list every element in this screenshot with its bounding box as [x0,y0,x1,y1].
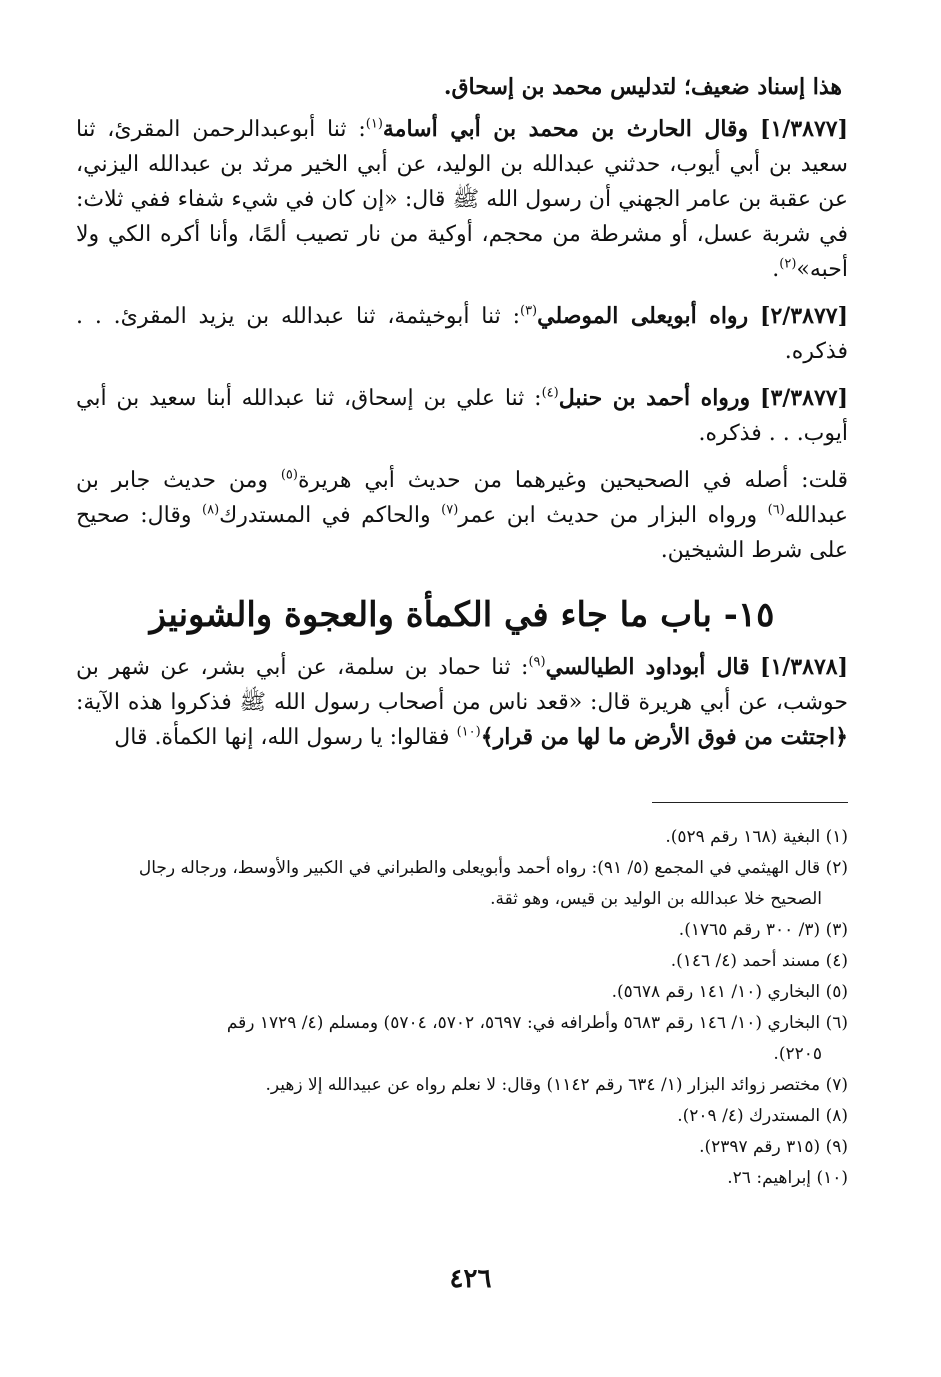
footnote [76,1163,848,1194]
footnote-text: البخاري (١٠/ ١٤٦ رقم ٥٦٨٣ وأطرافه في: ٥٦٩٧، ٥٧٠٢، ٥٧٠٤) ومسلم (٤/ ١٧٢٩ رقم [226,1013,821,1033]
entry-ref: [٢/٣٨٧٧] [760,303,848,329]
footnote-marker[interactable]: (١٠) [456,724,481,740]
entry-end: . [772,257,780,282]
footnote-marker[interactable]: (٤) [541,385,559,401]
page-number: ٤٢٦ [449,1264,492,1294]
hadith-entry-4 [76,650,848,755]
comment-text: وقال: صحيح على شرط الشيخين. [76,503,848,563]
entry-ref: [٣/٣٨٧٧] [760,385,848,411]
footnote-text: المستدرك (٤/ ٢٠٩). [677,1106,821,1126]
footnote-continuation: الصحيح خلا عبدالله بن الوليد بن قيس، وهو ثقة. [490,889,822,909]
footnote [76,1132,848,1163]
entry-text: : ثنا علي بن إسحاق، ثنا عبدالله أبنا سعيد بن أبي أيوب. . . فذكره. [76,386,848,446]
footnote-number: (١) [825,827,848,847]
comment-text: قلت: أصله في الصحيحين وغيرهما من حديث أبي هريرة [297,468,848,493]
comment-text: ومن حديث جابر بن عبدالله [76,468,849,528]
hadith-entry-2 [76,299,848,369]
footnote-marker[interactable]: (٨) [202,502,220,518]
footnote [76,915,848,946]
footnote-text: مسند أحمد (٤/ ١٤٦). [670,951,821,971]
entry-ref: [١/٣٨٧٧] [760,116,848,142]
entry-text: : ثنا أبوعبدالرحمن المقرئ، ثنا سعيد بن أبي أيوب، حدثني عبدالله بن الوليد، عن أبي الخير مرثد بن عبدالله اليزني، عن عقبة بن عامر الجهني أن رسول الله ﷺ قال: «إن كان في شيء شفاء ففي ثلاث: في شربة عسل، أو مشرطة من محجم، أوكية من نار تصيب ألمًا، وأنا أكره الكي ولا أحبه» [76,117,848,282]
footnote-continuation: ٢٢٠٥). [773,1044,822,1064]
footnote-text: مختصر زوائد البزار (١/ ٦٣٤ رقم ١١٤٢) وقال: لا نعلم رواه عن عبيدالله إلا زهير. [265,1075,821,1095]
entry-source: وقال الحارث بن محمد بن أبي أسامة [382,116,749,142]
footnote-text: إبراهيم: ٢٦. [727,1168,812,1188]
entry-source: رواه أبويعلى الموصلي [537,303,749,329]
footnote [76,977,848,1008]
entry-ref: [١/٣٨٧٨] [760,654,848,680]
footnote [76,946,848,977]
footnote [76,1070,848,1101]
intro-line: هذا إسناد ضعيف؛ لتدليس محمد بن إسحاق. [443,74,842,100]
entry-source: ورواه أحمد بن حنبل [558,385,751,411]
entry-source: قال أبوداود الطيالسي [545,654,750,680]
footnote-number: (٩) [825,1137,848,1157]
entry-text: : ثنا أبوخيثمة، ثنا عبدالله بن يزيد المقرئ. . . فذكره. [76,304,848,364]
footnote-divider [652,802,848,803]
footnote-text: قال الهيثمي في المجمع (٥/ ٩١): رواه أحمد وأبويعلى والطبراني في الكبير والأوسط، ورجاله رجال [138,858,821,878]
footnote [76,1101,848,1132]
footnote-marker[interactable]: (٥) [280,467,298,483]
main-text [76,70,848,767]
footnote-marker[interactable]: (٢) [779,256,797,272]
entry-text: فقالوا: يا رسول الله، إنها الكمأة. قال [114,725,457,750]
footnote-text: (٣١٥ رقم ٢٣٩٧). [699,1137,821,1157]
quran-verse: ﴿اجتثت من فوق الأرض ما لها من قرار﴾ [480,724,848,750]
hadith-entry-3 [76,381,848,451]
footnote [76,1008,848,1039]
footnote-marker[interactable]: (٧) [441,502,459,518]
footnotes [76,822,848,1194]
footnote-marker[interactable]: (٩) [528,654,546,670]
footnote-number: (٧) [825,1075,848,1095]
footnote-text: البخاري (١٠/ ١٤١ رقم ٥٦٧٨). [611,982,821,1002]
footnote-number: (٦) [825,1013,848,1033]
footnote-number: (٤) [825,951,848,971]
comment-text: ورواه البزار من حديث ابن عمر [458,503,768,528]
author-comment [76,463,848,568]
footnote-text: البغية (١٦٨ رقم ٥٢٩). [665,827,821,847]
footnote-text: (٣/ ٣٠٠ رقم ١٧٦٥). [678,920,821,940]
footnote [76,853,848,884]
comment-text: والحاكم في المستدرك [219,503,442,528]
footnote-marker[interactable]: (١) [365,116,383,132]
footnote [76,822,848,853]
footnote-marker[interactable]: (٦) [767,502,785,518]
footnote-number: (٥) [825,982,848,1002]
footnote-number: (١٠) [816,1168,848,1188]
footnote-marker[interactable]: (٣) [519,303,538,319]
chapter-heading: ١٥- باب ما جاء في الكمأة والعجوة والشونيز [149,595,775,635]
entry-text: : ثنا حماد بن سلمة، عن أبي بشر، عن شهر بن حوشب، عن أبي هريرة قال: «قعد ناس من أصحاب رسول الله ﷺ فذكروا هذه الآية: [76,655,848,715]
hadith-entry-1 [76,112,848,287]
footnote-number: (٣) [825,920,848,940]
footnote-number: (٢) [825,858,848,878]
footnote-number: (٨) [825,1106,848,1126]
